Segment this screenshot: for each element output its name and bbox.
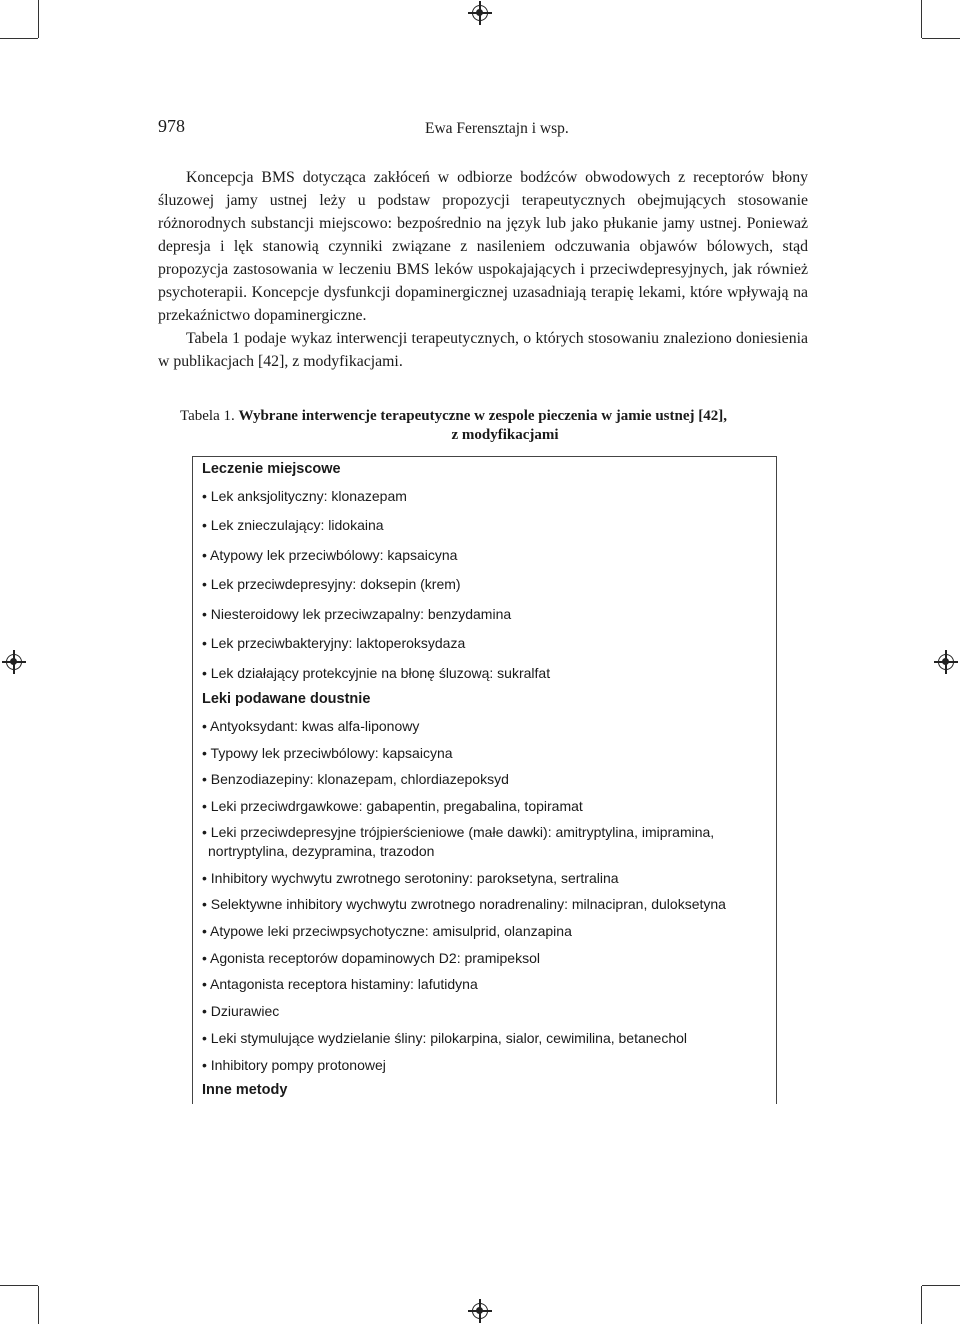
list-item: • Selektywne inhibitory wychwytu zwrotnego noradrenaliny: milnacipran, duloksetyna bbox=[202, 896, 726, 912]
list-item: • Lek znieczulający: lidokaina bbox=[202, 517, 384, 533]
list-item: • Lek anksjolityczny: klonazepam bbox=[202, 488, 407, 504]
list-item: • Antagonista receptora histaminy: lafutidyna bbox=[202, 976, 478, 992]
list-item: • Inhibitory wychwytu zwrotnego serotoniny: paroksetyna, sertralina bbox=[202, 870, 619, 886]
crop-mark bbox=[0, 1285, 38, 1286]
crop-mark bbox=[921, 0, 922, 38]
list-item: • Lek przeciwdepresyjny: doksepin (krem) bbox=[202, 576, 461, 592]
page-number: 978 bbox=[158, 116, 185, 136]
section-heading: Inne metody bbox=[202, 1082, 288, 1098]
list-item: • Leki przeciwdepresyjne trójpierścieniowe (małe dawki): amitryptylina, imipramina, bbox=[202, 824, 715, 840]
registration-mark-icon bbox=[472, 5, 488, 21]
crop-mark bbox=[922, 38, 960, 39]
crop-mark bbox=[0, 38, 38, 39]
registration-mark-icon bbox=[6, 654, 22, 670]
list-item-continuation: nortryptylina, dezypramina, trazodon bbox=[208, 843, 435, 859]
table-title-line2: z modyfikacjami bbox=[451, 427, 559, 443]
list-item: • Inhibitory pompy protonowej bbox=[202, 1057, 386, 1073]
registration-mark-icon bbox=[938, 654, 954, 670]
list-item: • Dziurawiec bbox=[202, 1003, 280, 1019]
section-heading: Leczenie miejscowe bbox=[202, 461, 341, 477]
crop-mark bbox=[922, 1285, 960, 1286]
crop-mark bbox=[38, 1286, 39, 1324]
body-text bbox=[158, 166, 808, 373]
treatment-table bbox=[192, 456, 777, 1104]
paragraph: Tabela 1 podaje wykaz interwencji terapeutycznych, o których stosowaniu znaleziono doniesienia w publikacjach [42], z modyfikacjami. bbox=[158, 330, 808, 370]
crop-mark bbox=[38, 0, 39, 38]
list-item: • Atypowy lek przeciwbólowy: kapsaicyna bbox=[202, 547, 458, 563]
table-caption bbox=[180, 407, 790, 445]
registration-mark-icon bbox=[472, 1303, 488, 1319]
paragraph: Koncepcja BMS dotycząca zakłóceń w odbiorze bodźców obwodowych z receptorów błony śluzowej jamy ustnej leży u podstaw propozycji terapeutycznych obejmujących stosowanie różnorodnych substancji miejscowo: bezpośrednio na język lub jako płukanie jamy ustnej. Ponieważ depresja i lęk stanowią czynniki związane z nasileniem odczuwania objawów bólowych, stąd propozycja zastosowania w leczeniu BMS leków uspokajających i przeciwdepresyjnych, jak również psychoterapii. Koncepcje dysfunkcji dopaminergicznej uzasadniają terapię lekami, które wpływają na przekaźnictwo dopaminergiczne. bbox=[158, 169, 808, 324]
section-heading: Leki podawane doustnie bbox=[202, 691, 371, 707]
running-head: Ewa Ferensztajn i wsp. bbox=[425, 120, 569, 137]
list-item: • Leki przeciwdrgawkowe: gabapentin, pregabalina, topiramat bbox=[202, 798, 583, 814]
list-item: • Typowy lek przeciwbólowy: kapsaicyna bbox=[202, 745, 453, 761]
crop-mark bbox=[921, 1286, 922, 1324]
list-item: • Lek działający protekcyjnie na błonę śluzową: sukralfat bbox=[202, 665, 551, 681]
list-item: • Benzodiazepiny: klonazepam, chlordiazepoksyd bbox=[202, 771, 509, 787]
table-label: Tabela 1. bbox=[180, 408, 235, 424]
list-item: • Lek przeciwbakteryjny: laktoperoksydaza bbox=[202, 635, 466, 651]
list-item: • Agonista receptorów dopaminowych D2: pramipeksol bbox=[202, 950, 540, 966]
list-item: • Antyoksydant: kwas alfa-liponowy bbox=[202, 718, 420, 734]
list-item: • Leki stymulujące wydzielanie śliny: pilokarpina, sialor, cewimilina, betanechol bbox=[202, 1030, 688, 1046]
table-title: Wybrane interwencje terapeutyczne w zespole pieczenia w jamie ustnej [42], bbox=[238, 408, 727, 424]
list-item: • Atypowe leki przeciwpsychotyczne: amisulprid, olanzapina bbox=[202, 923, 572, 939]
list-item: • Niesteroidowy lek przeciwzapalny: benzydamina bbox=[202, 606, 512, 622]
